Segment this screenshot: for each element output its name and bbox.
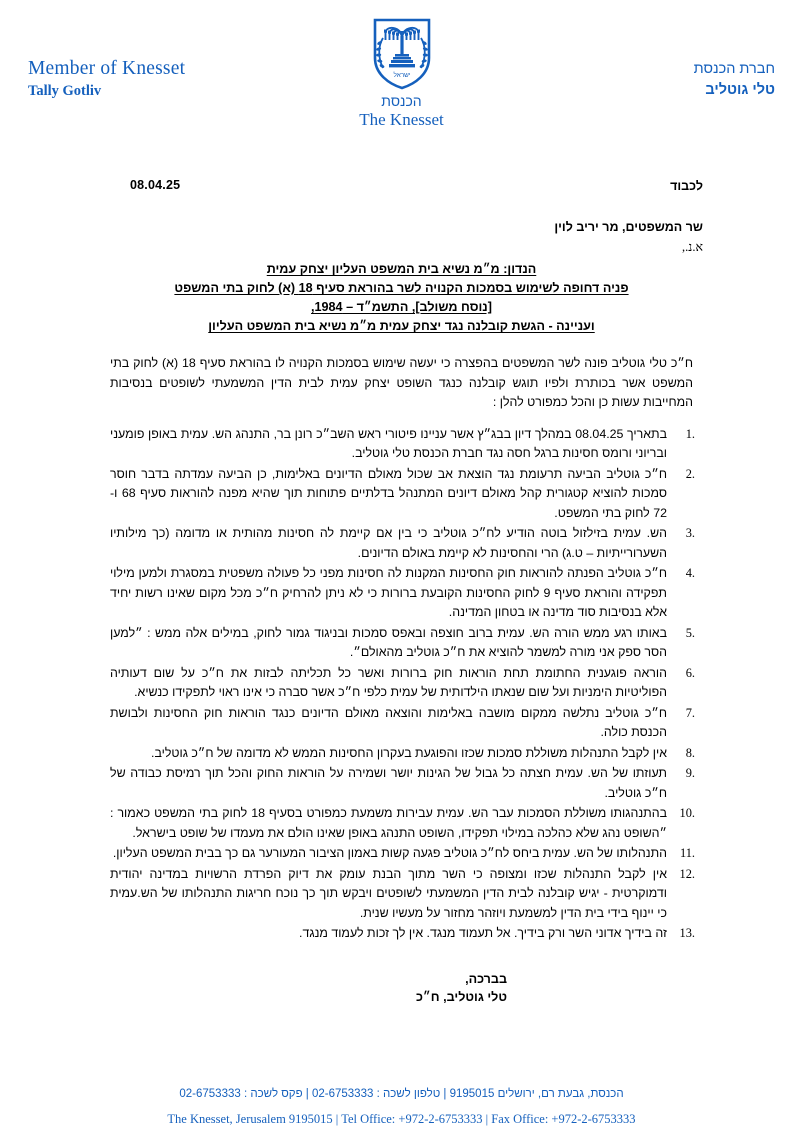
svg-text:ישראל: ישראל	[392, 72, 411, 79]
intro-paragraph: ח״כ טלי גוטליב פונה לשר המשפטים בהפצרה כי יעשה שימוש בסמכות הקנויה לו בהוראת סעיף 18 (א) לחוק בתי המשפט אשר בכותרת ולפיו תוגש קובלנה כנגד השופט יצחק עמית לבית הדין המשמעתי לשופטים בנסיבות המחייבות עשות כן והכל כמפורט להלן :	[110, 356, 693, 409]
list-item: זה בידיך אדוני השר ורק בידיך. אל תעמוד מנגד. אין לך זכות לעמוד מנגד.	[299, 926, 667, 941]
letterhead	[0, 0, 803, 150]
member-name-hebrew: טלי גוטליב	[705, 82, 775, 98]
page-footer	[0, 1086, 803, 1128]
subject-line-2: פניה דחופה לשימוש בסמכות הקנויה לשר בהוראת סעיף 18 (א) לחוק בתי המשפט	[174, 281, 629, 295]
list-item: ח״כ גוטליב הפנתה להוראות חוק החסינות המקנות לה חסינות מפני כל פעולה משפטית במסגרת ולמען מילוי תפקידה והוראת סעיף 9 לחוק החסינות הקובעת ברורות כי לא ניתן להרחיק ח״כ מכל מקום שאינו רשות יחיד אלא בנסיבות סוד מדינה או בטחון המדינה.	[110, 566, 667, 620]
signature-name: טלי גוטליב, ח״כ	[415, 989, 508, 1004]
list-item: באותו רגע ממש הורה הש. עמית ברוב חוצפה ובאפס סמכות ובניגוד גמור לחוק, במילים אלה ממש : ״למען הסר ספק אני מורה למשמר להוציא את ח״כ גוטליב מהאולם״.	[110, 625, 667, 660]
list-item: הוראה פוגענית החתומת תחת הוראות חוק ברורות ואשר כל תכליתה לבזות את ח״כ על שום דעותיה הפוליטיות הימניות ועל שום שנאתו הילדותית של עמית כלפי ח״כ אשר סברה כי אינו ראוי לתפקידו כנשיא.	[110, 665, 667, 700]
list-item: אין לקבל התנהלות שכזו ומצופה כי השר מתוך הבנת עומק את דיוק הפרדת הרשויות במדינה יהודית ודמוקרטית - יגיש קובלנה לבית הדין המשמעתי לשופטים ויבקש תוך כך נוכח חריגות התנהלותו של הש.עמית כי יינוף בידי בית הדין למשמעת ויוזהר מחזור על מעשיו שנית.	[110, 866, 667, 920]
signature-closing: בברכה,	[465, 971, 508, 986]
subject-line-4: ועניינה - הגשת קובלנה נגד יצחק עמית מ״מ נשיא בית המשפט העליון	[208, 319, 595, 333]
subject-line-1: הנדון: מ״מ נשיא בית המשפט העליון יצחק עמית	[266, 262, 537, 276]
list-item: אין לקבל התנהלות משוללת סמכות שכזו והפוגעת בעקרון החסינות הממש לא מדומה של ח״כ גוטליב.	[151, 745, 667, 760]
list-item: בהתנהגותו משוללת הסמכות עבר הש. עמית עבירות משמעת כמפורט בסעיף 18 לחוק בתי המשפט כאמור : ״השופט נהג שלא כהלכה במילוי תפקידו, השופט התנהג באופן שאינו הולם את מעמדו של שופט בישראל.	[110, 806, 667, 840]
footer-english-contact: The Knesset, Jerusalem 9195015 | Tel Office: +972-2-6753333 | Fax Office: +972-2-6753333	[167, 1112, 636, 1126]
list-item: ח״כ גוטליב הביעה תרעומת נגד הוצאת אב שכול מאולם הדיונים באלימות, כן הביעה עמדתה בדבר חוסר סמכות להוציא קטגורית קהל מאולם דיונים המתנהל בדלתיים פתוחות תוך שהיא מפנה להוראות סעיף 68 ו- 72 לחוק בתי המשפט.	[110, 466, 667, 520]
knesset-caption-english: The Knesset	[359, 110, 444, 129]
salutation: א.נ.,	[682, 240, 703, 254]
subject-line-3: [נוסח משולב], התשמ״ד – 1984,	[311, 300, 492, 314]
claims-list	[110, 425, 693, 944]
knesset-caption-hebrew: הכנסת	[381, 93, 422, 109]
list-item: הש. עמית בזילזול בוטה הודיע לח״כ גוטליב כי בין אם קיימת לה חסינות מהותית או מדומה (כך מילותיו השערורייתיות – ט.ג) הרי והחסינות לא קיימת באולם הדיונים.	[110, 526, 667, 560]
letter-date: 08.04.25	[130, 178, 181, 192]
list-item: בתאריך 08.04.25 במהלך דיון בבג״ץ אשר עניינו פיטורי ראש השב״כ רונן בר, התנהג הש. עמית באופן פומעני ובריוני ורומס חסינות ברגל חסה נגד חברת הכנסת טלי גוטליב.	[110, 426, 668, 461]
subject-block	[0, 260, 803, 336]
recipient-name: שר המשפטים, מר יריב לוין	[554, 220, 703, 234]
member-of-knesset-title: Member of Knesset	[28, 58, 186, 79]
address-block	[120, 178, 703, 256]
footer-hebrew-contact: הכנסת, גבעת רם, ירושלים 9195015 | טלפון לשכה : 02-6753333 | פקס לשכה : 02-6753333	[179, 1088, 624, 1100]
list-item: תעוזתו של הש. עמית חצתה כל גבול של הגינות יושר ושמירה על הוראות החוק והכל תוך רמיסת כבודה של ח״כ גוטליב.	[110, 766, 667, 800]
member-of-knesset-title-hebrew: חברת הכנסת	[693, 61, 775, 77]
member-name-english: Tally Gotliv	[28, 83, 102, 99]
to-label: לכבוד	[670, 179, 703, 193]
israel-state-emblem-icon	[0, 16, 803, 90]
letter-meta	[0, 178, 803, 254]
list-item: ח״כ גוטליב נתלשה ממקום מושבה באלימות והוצאה מאולם הדיונים כנגד הוראות חוק החסינות ולבושת הכנסת כולה.	[110, 705, 667, 740]
letter-body	[0, 354, 803, 1006]
letterhead-center-block	[0, 16, 803, 130]
signature-block	[110, 970, 693, 1006]
letterhead-right-block	[694, 60, 775, 100]
list-item: התנהלותו של הש. עמית ביחס לח״כ גוטליב פגעה קשות באמון הציבור המעורער גם כך בבית המשפט העליון.	[112, 846, 667, 861]
